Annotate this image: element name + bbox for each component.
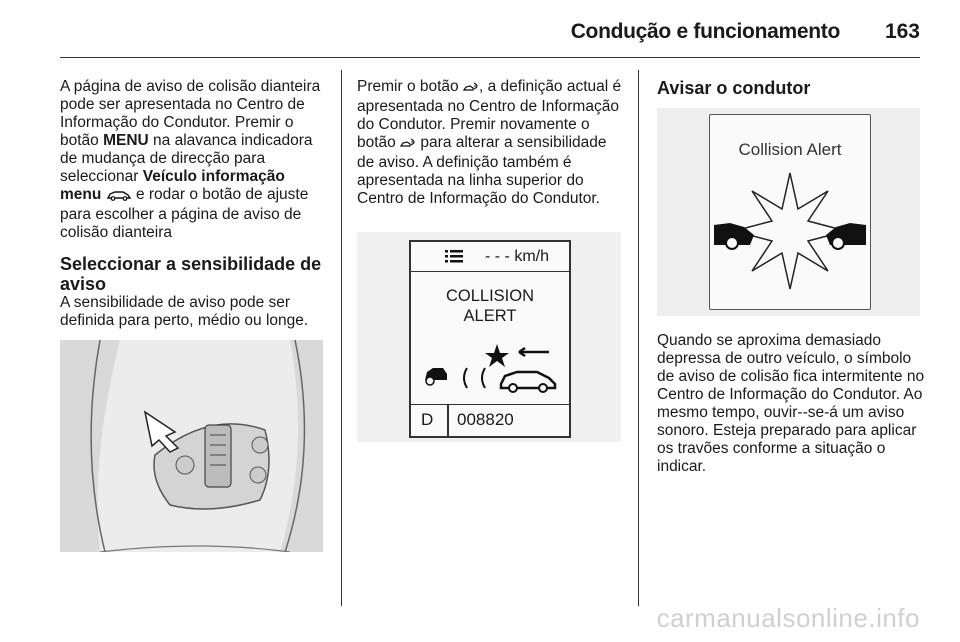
paragraph-front-collision-page [60,78,328,242]
column-3 [657,78,927,475]
column-2 [357,78,627,429]
alert-line-2: ALERT [463,307,517,325]
column-divider-2 [638,70,639,606]
collision-starburst-icon [710,171,870,291]
text: para alterar a sensibilidade de aviso. A definição também é apresentada na linha superior do Centro de Informação do Condutor. [357,134,607,207]
display-bottom-row [411,404,569,436]
menu-label: MENU [103,132,149,149]
header-rule [60,57,920,58]
sensitivity-bars-icon [445,249,463,263]
display-top-row [411,242,569,272]
collision-alert-label: Collision Alert [738,140,842,159]
car-outline-icon [106,188,132,206]
gear-divider [447,405,449,437]
collision-sensitivity-icon [463,80,479,98]
vehicle-menu-label: Veículo informação menu [60,168,285,203]
text: e rodar o botão de ajuste para escolher a página de aviso de colisão dianteira [60,186,309,241]
page-title: Condução e funcionamento [570,20,840,43]
speed-readout: - - - km/h [485,248,549,265]
alert-screen [709,114,871,310]
column-1 [60,78,328,330]
gear-indicator: D [421,410,434,429]
text: A página de aviso de colisão dianteira pode ser apresentada no Centro de Informação do Condutor. Premir o botão [60,78,321,149]
paragraph-warning: Quando se aproxima demasiado depressa de outro veículo, o símbolo de aviso de colisão fica intermitente no Centro de Informação do Condutor. Ao mesmo tempo, ouvir--se-á um aviso sonoro. Esteja preparado para aplicar os travões conforme a situação o indicar. [657,332,925,475]
watermark: carmanualsonline.info [656,603,920,633]
driver-information-display-figure [357,232,621,442]
heading-warn-driver: Avisar o condutor [657,78,811,98]
paragraph-sensitivity-button [357,78,627,208]
text: na alavanca indicadora de mudança de direcção para seleccionar [60,132,313,185]
column-divider-1 [341,70,342,606]
text: , a definição actual é apresentada no Centro de Informação do Condutor. Premir novamente o botão [357,78,622,151]
page-header [0,20,960,60]
heading-select-sensitivity: Seleccionar a sensibilidade de aviso [60,254,322,294]
collision-alert-text [411,286,569,326]
paragraph-sensitivity: A sensibilidade de aviso pode ser definida para perto, médio ou longe. [60,294,309,329]
odometer-readout: 008820 [457,410,514,429]
collision-sensitivity-icon [400,136,416,154]
page-number: 163 [884,20,920,43]
collision-symbol-icon [419,340,565,394]
steering-wheel-figure [60,340,323,552]
display-screen [409,240,571,438]
collision-alert-figure [657,108,920,316]
alert-line-1: COLLISION [445,287,535,305]
text: Premir o botão [357,78,463,95]
